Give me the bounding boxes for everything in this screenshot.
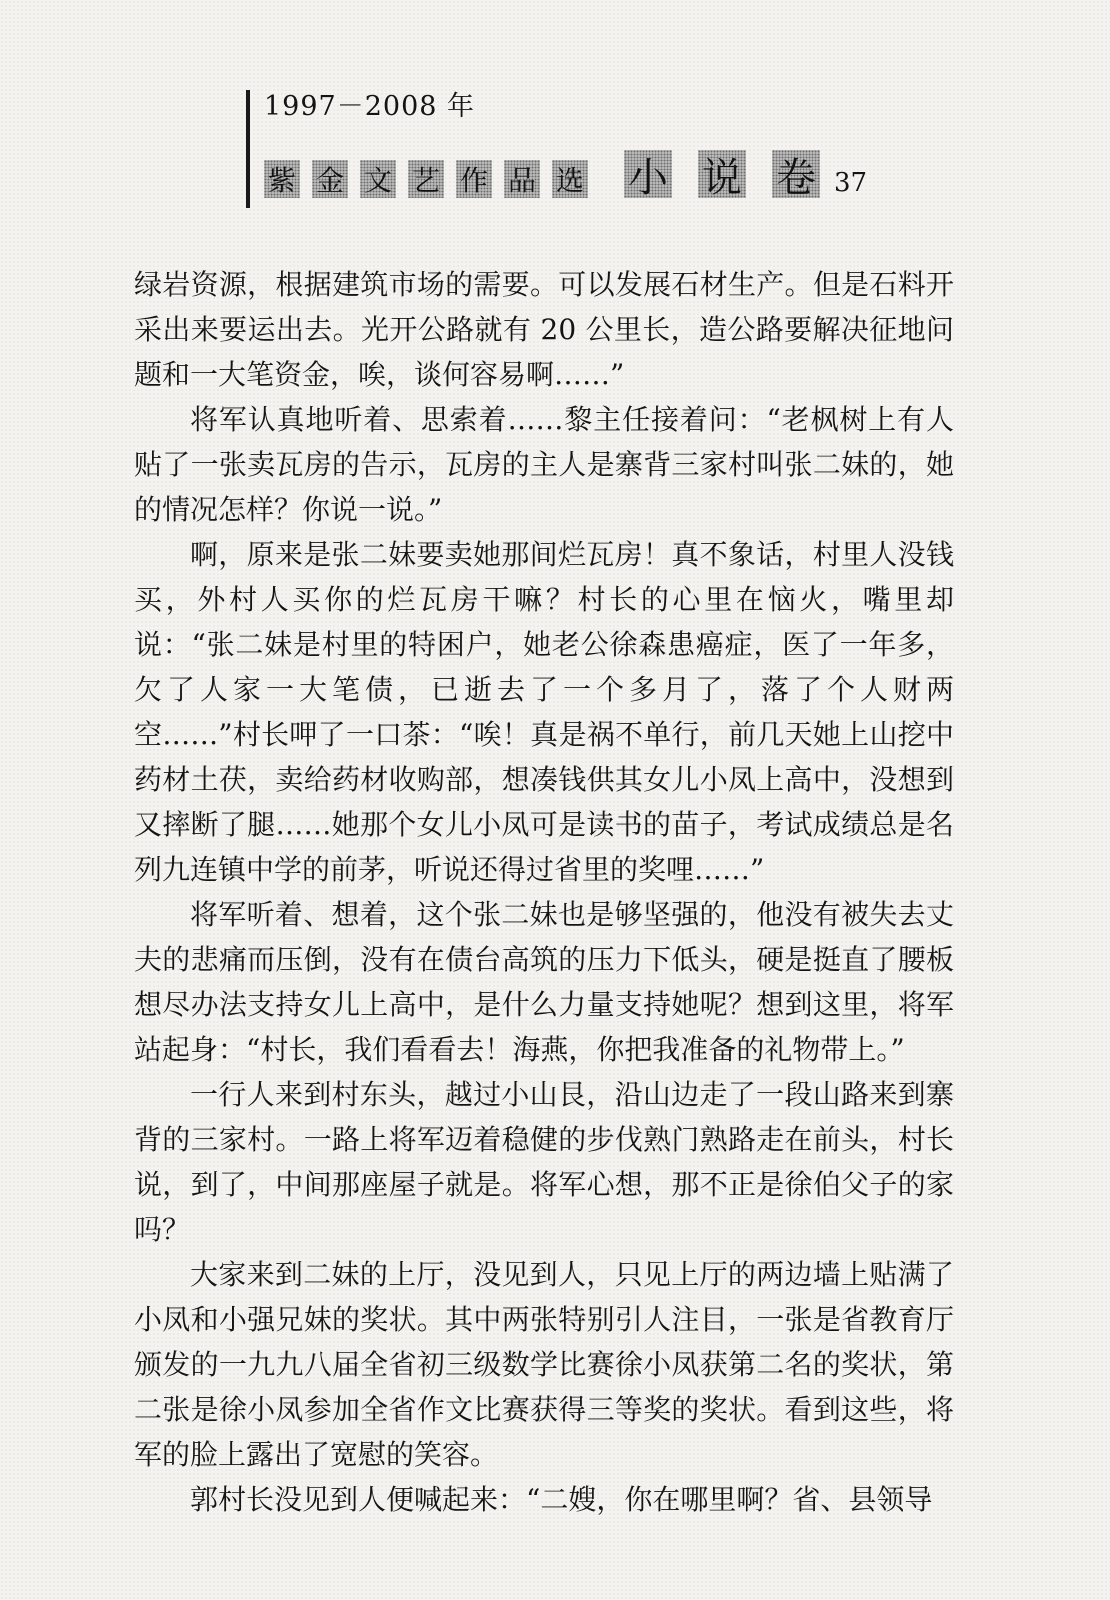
volume-title-char: 说 [698, 150, 746, 198]
paragraph: 郭村长没见到人便喊起来：“二嫂，你在哪里啊？省、县领导 [190, 1483, 933, 1516]
series-title-char: 紫 [264, 160, 300, 198]
page-header [246, 84, 966, 214]
volume-title [624, 150, 820, 201]
volume-title-char: 小 [624, 150, 672, 198]
paragraph: 大家来到二妹的上厅，没见到人，只见上厅的两边墙上贴满了小凤和小强兄妹的奖状。其中两张特别引人注目，一张是省教育厅颁发的一九九八届全省初三级数学比赛徐小凤获第二名的奖状，第二张是徐小凤参加全省作文比赛获得三等奖的奖状。看到这些，将军的脸上露出了宽慰的笑容。 [134, 1258, 954, 1471]
header-title-row [264, 150, 868, 201]
header-years: 1997－2008 年 [264, 91, 476, 122]
paragraph: 将军认真地听着、思索着……黎主任接着问：“老枫树上有人贴了一张卖瓦房的告示，瓦房的主人是寨背三家村叫张二妹的，她的情况怎样？你说一说。” [134, 403, 954, 526]
header-vertical-rule [246, 90, 250, 208]
series-title-char: 文 [360, 160, 396, 198]
page-number: 37 [834, 168, 868, 198]
series-title-char: 品 [504, 160, 540, 198]
series-title-char: 金 [312, 160, 348, 198]
series-title-char: 艺 [408, 160, 444, 198]
series-title [264, 160, 588, 198]
body-text [134, 262, 954, 1522]
paragraph: 绿岩资源，根据建筑市场的需要。可以发展石材生产。但是石料开采出来要运出去。光开公路就有 20 公里长，造公路要解决征地问题和一大笔资金，唉，谈何容易啊……” [134, 268, 954, 391]
paragraph: 啊，原来是张二妹要卖她那间烂瓦房！真不象话，村里人没钱买，外村人买你的烂瓦房干嘛？村长的心里在恼火，嘴里却说：“张二妹是村里的特困户，她老公徐森患癌症，医了一年多，欠了人家一大笔债，已逝去了一个多月了，落了个人财两空……”村长呷了一口茶：“唉！真是祸不单行，前几天她上山挖中药材土茯，卖给药材收购部，想凑钱供其女儿小凤上高中，没想到又摔断了腿……她那个女儿小凤可是读书的苗子，考试成绩总是名列九连镇中学的前茅，听说还得过省里的奖哩……” [134, 538, 954, 886]
series-title-char: 作 [456, 160, 492, 198]
series-title-char: 选 [552, 160, 588, 198]
paragraph: 将军听着、想着，这个张二妹也是够坚强的，他没有被失去丈夫的悲痛而压倒，没有在债台高筑的压力下低头，硬是挺直了腰板想尽办法支持女儿上高中，是什么力量支持她呢？想到这里，将军站起身：“村长，我们看看去！海燕，你把我准备的礼物带上。” [134, 898, 954, 1066]
volume-title-char: 卷 [772, 150, 820, 198]
paragraph: 一行人来到村东头，越过小山艮，沿山边走了一段山路来到寨背的三家村。一路上将军迈着稳健的步伐熟门熟路走在前头，村长说，到了，中间那座屋子就是。将军心想，那不正是徐伯父子的家吗？ [134, 1078, 954, 1246]
